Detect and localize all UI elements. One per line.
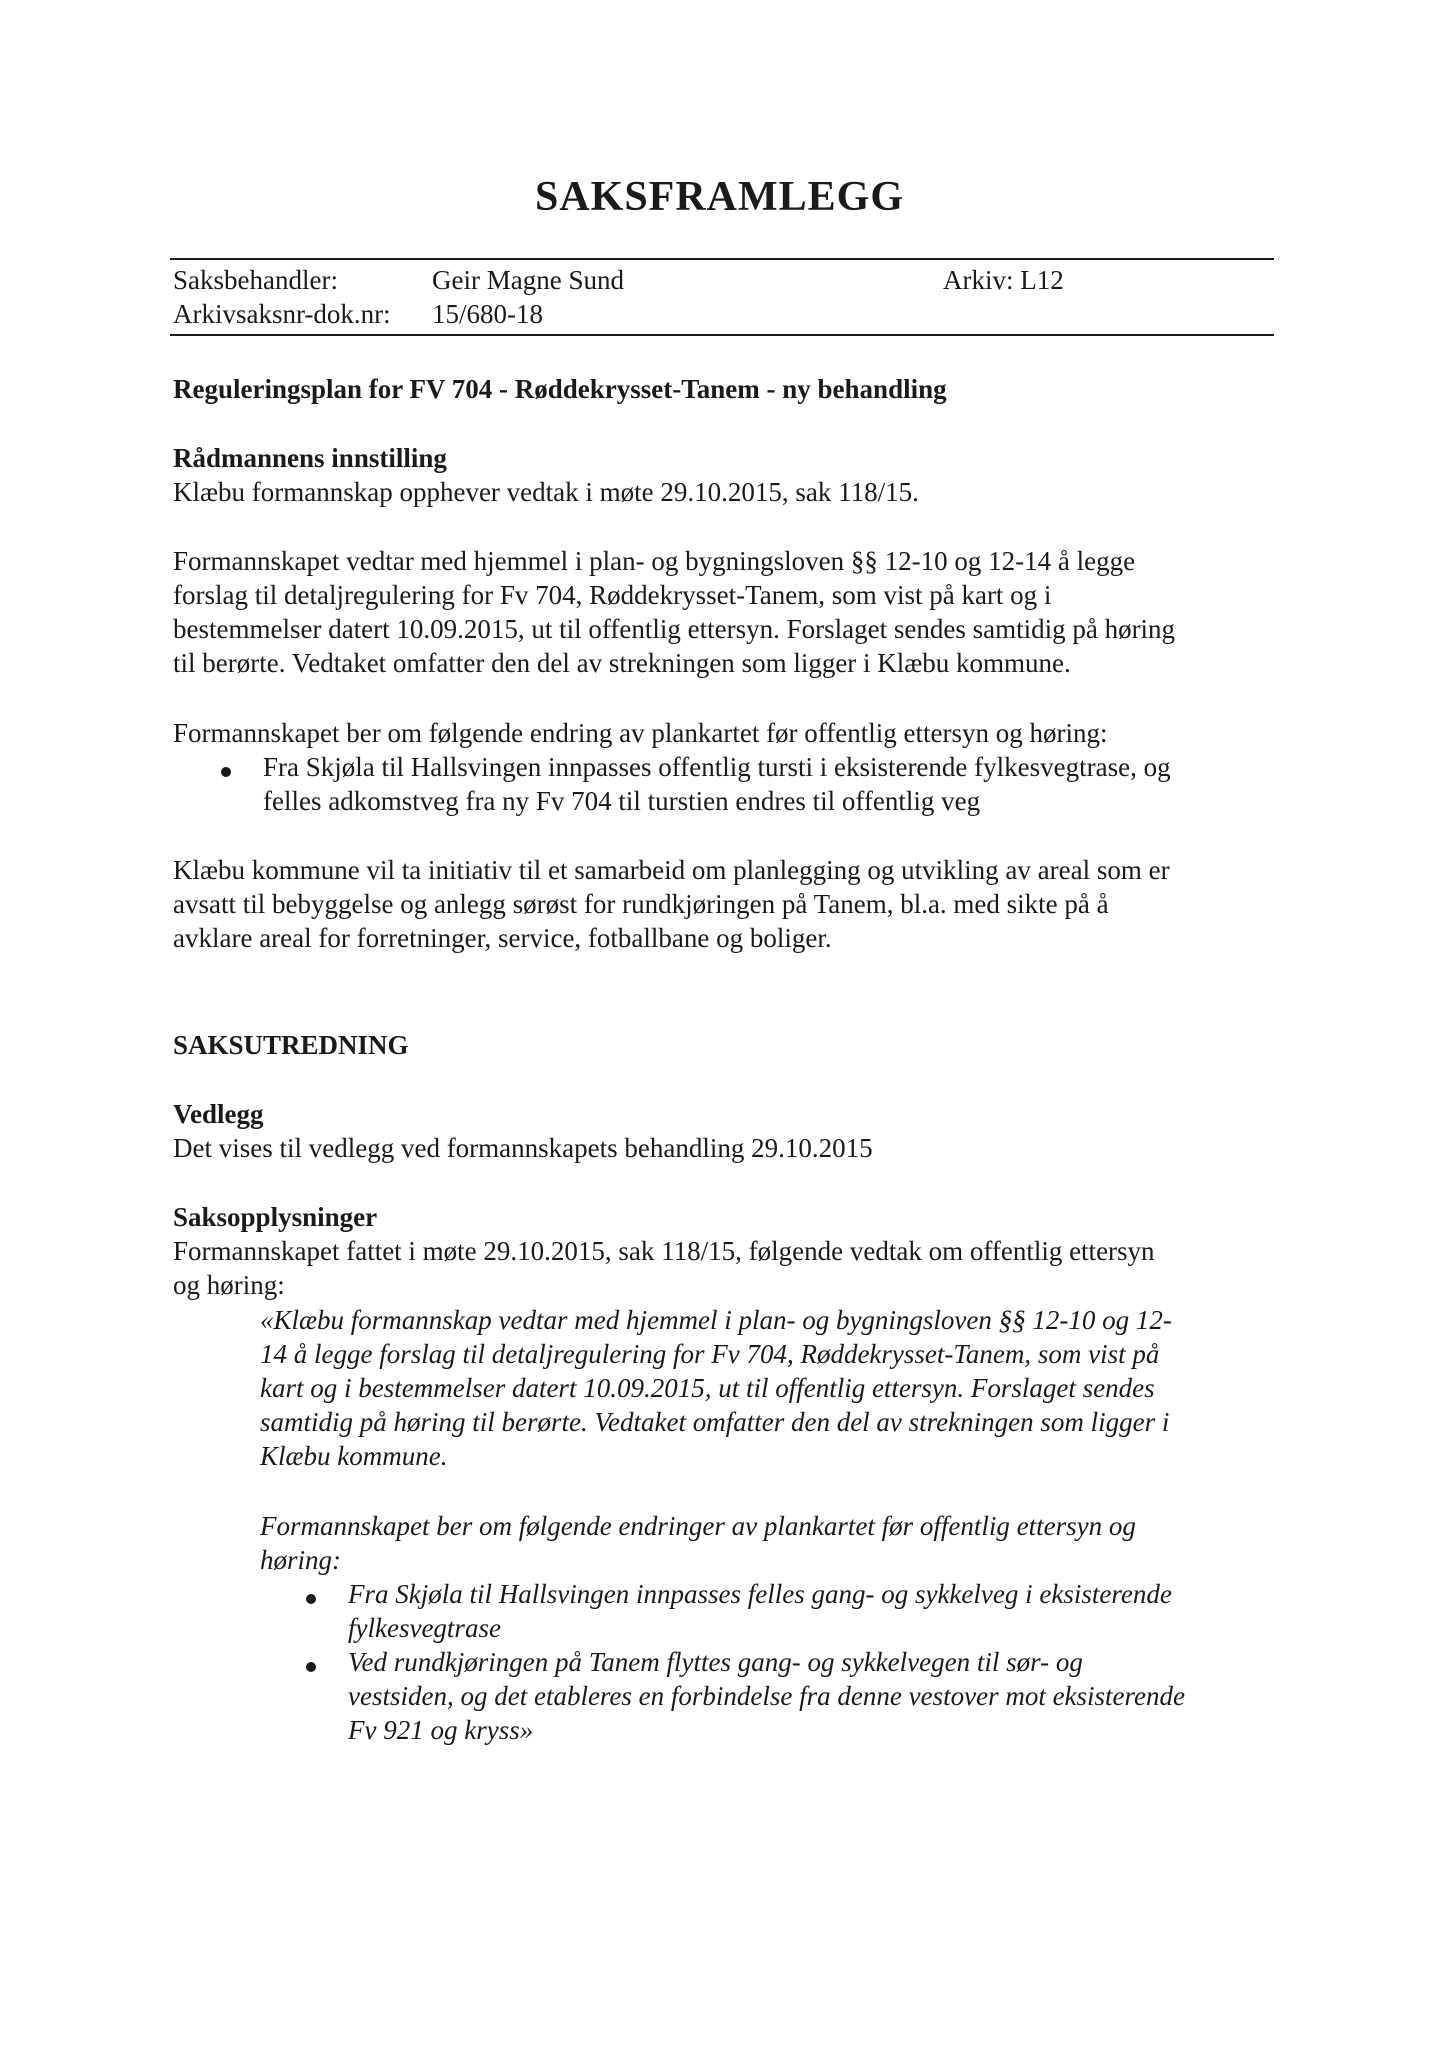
text-line: til berørte. Vedtaket omfatter den del av strekningen som ligger i Klæbu kommune.	[173, 648, 1071, 678]
innstilling-paragraph-4	[173, 853, 1273, 955]
text-line: bestemmelser datert 10.09.2015, ut til offentlig ettersyn. Forslaget sendes samtidig på høring	[173, 614, 1176, 644]
text-line: vestsiden, og det etableres en forbindelse fra denne vestover mot eksisterende	[348, 1681, 1186, 1711]
text-line: Klæbu kommune.	[260, 1441, 448, 1471]
text-line: Fra Skjøla til Hallsvingen innpasses felles gang- og sykkelveg i eksisterende	[348, 1579, 1172, 1609]
saksopplysninger-heading: Saksopplysninger	[173, 1202, 378, 1232]
innstilling-paragraph-2	[173, 544, 1273, 680]
text-line: Formannskapet vedtar med hjemmel i plan- og bygningsloven §§ 12-10 og 12-14 å legge	[173, 546, 1136, 576]
text-line: avklare areal for forretninger, service, fotballbane og boliger.	[173, 923, 832, 953]
saksutredning-heading: SAKSUTREDNING	[173, 1030, 409, 1060]
vedlegg-heading: Vedlegg	[173, 1099, 264, 1129]
text-line: og høring:	[173, 1270, 285, 1300]
bullet-marker	[221, 767, 231, 777]
text-line: Ved rundkjøringen på Tanem flyttes gang- og sykkelvegen til sør- og	[348, 1647, 1083, 1677]
text-line: fylkesvegtrase	[348, 1613, 501, 1643]
text-line: kart og i bestemmelser datert 10.09.2015, ut til offentlig ettersyn. Forslaget sendes	[260, 1373, 1155, 1403]
text-line: samtidig på høring til berørte. Vedtaket omfatter den del av strekningen som ligger i	[260, 1407, 1170, 1437]
text-line: «Klæbu formannskap vedtar med hjemmel i plan- og bygningsloven §§ 12-10 og 12-	[260, 1305, 1172, 1335]
document-title: SAKSFRAMLEGG	[534, 174, 905, 220]
quoted-bullet-2	[348, 1645, 1185, 1747]
bullet-marker	[306, 1662, 316, 1672]
arkivsaksnr-label: Arkivsaksnr-dok.nr:	[173, 299, 391, 329]
innstilling-bullet	[263, 750, 1171, 818]
header-rule-bottom	[170, 334, 1274, 336]
text-line: Fv 921 og kryss»	[348, 1715, 534, 1745]
quoted-decision-paragraph-2	[260, 1509, 1270, 1577]
bullet-marker	[306, 1594, 316, 1604]
text-line: Fra Skjøla til Hallsvingen innpasses offentlig tursti i eksisterende fylkesvegtrase, og	[263, 752, 1171, 782]
innstilling-line: Klæbu formannskap opphever vedtak i møte 29.10.2015, sak 118/15.	[173, 477, 919, 507]
vedlegg-text: Det vises til vedlegg ved formannskapets behandling 29.10.2015	[173, 1133, 873, 1163]
innstilling-heading: Rådmannens innstilling	[173, 443, 447, 473]
arkivsaksnr-value: 15/680-18	[432, 299, 543, 329]
text-line: felles adkomstveg fra ny Fv 704 til turstien endres til offentlig veg	[263, 786, 981, 816]
text-line: Formannskapet ber om følgende endringer av plankartet før offentlig ettersyn og	[260, 1511, 1136, 1541]
quoted-bullet-1	[348, 1577, 1172, 1645]
text-line: 14 å legge forslag til detaljregulering for Fv 704, Røddekrysset-Tanem, som vist på	[260, 1339, 1160, 1369]
saksopplysninger-intro	[173, 1234, 1273, 1302]
text-line: avsatt til bebyggelse og anlegg sørøst for rundkjøringen på Tanem, bl.a. med sikte på å	[173, 889, 1109, 919]
arkiv-code: Arkiv: L12	[943, 265, 1064, 295]
text-line: Klæbu kommune vil ta initiativ til et samarbeid om planlegging og utvikling av areal som er	[173, 855, 1170, 885]
saksbehandler-label: Saksbehandler:	[173, 265, 338, 295]
quoted-decision-paragraph-1	[260, 1303, 1270, 1473]
text-line: høring:	[260, 1545, 341, 1575]
innstilling-paragraph-3: Formannskapet ber om følgende endring av plankartet før offentlig ettersyn og høring:	[173, 718, 1108, 748]
header-rule-top	[170, 258, 1274, 260]
text-line: forslag til detaljregulering for Fv 704, Røddekrysset-Tanem, som vist på kart og i	[173, 580, 1052, 610]
case-subject: Reguleringsplan for FV 704 - Røddekrysset-Tanem - ny behandling	[173, 374, 947, 404]
saksbehandler-value: Geir Magne Sund	[432, 265, 624, 295]
text-line: Formannskapet fattet i møte 29.10.2015, sak 118/15, følgende vedtak om offentlig ettersyn	[173, 1236, 1155, 1266]
